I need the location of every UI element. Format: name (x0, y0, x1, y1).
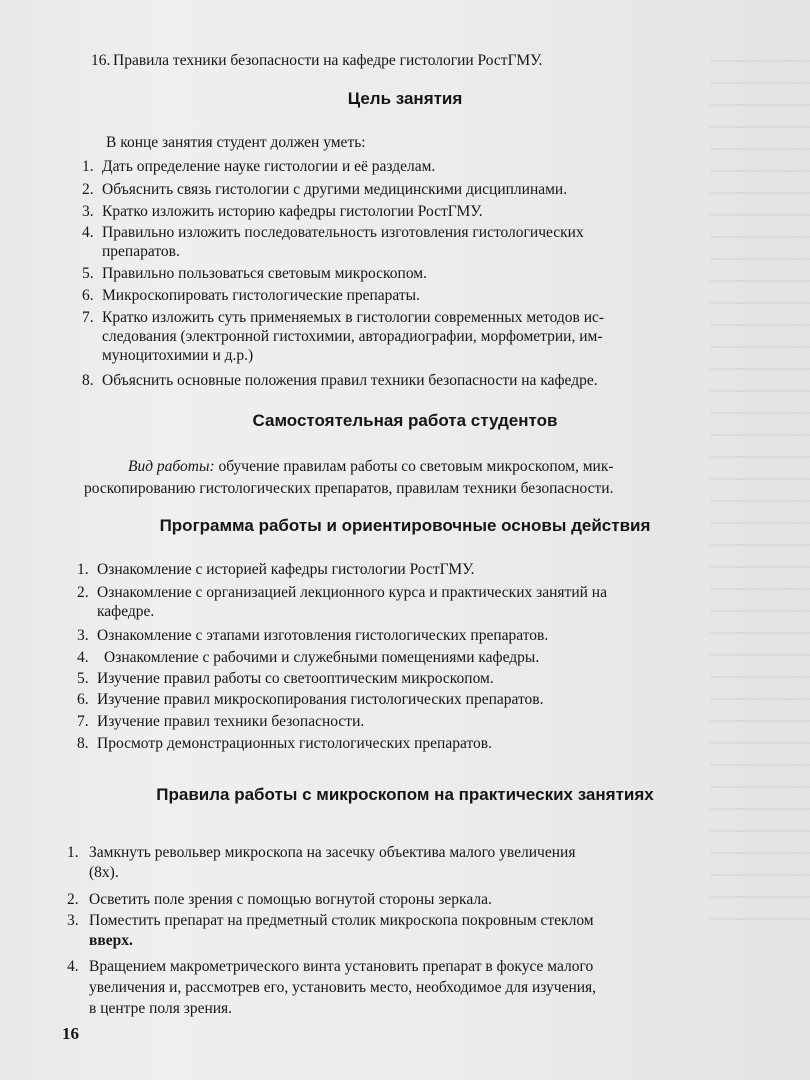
program-item-number: 6. (77, 691, 89, 708)
program-item-text: Ознакомление с этапами изготовления гистологических препаратов. (97, 627, 549, 644)
rules-heading: Правила работы с микроскопом на практических занятиях (156, 785, 654, 804)
goal-item-number: 6. (82, 287, 94, 304)
goal-item-text: Объяснить основные положения правил техники безопасности на кафедре. (102, 372, 598, 389)
program-heading: Программа работы и ориентировочные основы действия (159, 516, 651, 535)
rules-item-text: Осветить поле зрения с помощью вогнутой стороны зеркала. (89, 891, 492, 908)
goal-item-text: Дать определение науке гистологии и её разделам. (102, 158, 436, 175)
goal-item-text: муноцитохимии и д.р.) (102, 347, 254, 364)
goal-item-number: 8. (82, 372, 94, 389)
goal-item-text: Микроскопировать гистологические препараты. (102, 287, 420, 304)
program-item-number: 3. (77, 627, 89, 644)
goal-item-number: 1. (82, 158, 94, 175)
rules-item-bold: вверх. (89, 932, 133, 949)
goal-item-text: следования (электронной гистохимии, авторадиографии, морфометрии, им- (102, 328, 603, 345)
goal-item-text: препаратов. (102, 243, 180, 260)
program-item-number: 4. (77, 649, 89, 666)
item16-text: Правила техники безопасности на кафедре гистологии РостГМУ. (113, 52, 543, 69)
independent-heading: Самостоятельная работа студентов (252, 411, 558, 430)
program-item-text: Просмотр демонстрационных гистологических препаратов. (97, 735, 492, 752)
work-type-label: Вид работы: (128, 458, 215, 475)
program-item-text: Ознакомление с организацией лекционного курса и практических занятий на (97, 584, 607, 601)
goal-item-number: 4. (82, 224, 94, 241)
independent-line1 (128, 457, 614, 477)
goal-item-text: Правильно изложить последовательность изготовления гистологических (102, 224, 584, 241)
program-item-number: 2. (77, 584, 89, 601)
program-item-text: Ознакомление с историей кафедры гистологии РостГМУ. (97, 561, 475, 578)
program-item-text: Изучение правил работы со светооптическим микроскопом. (97, 670, 494, 687)
program-item-number: 1. (77, 561, 89, 578)
program-item-text: Ознакомление с рабочими и служебными помещениями кафедры. (104, 649, 540, 666)
program-item-number: 7. (77, 713, 89, 730)
goal-heading: Цель занятия (347, 89, 463, 108)
rules-item-text: Вращением макрометрического винта установить препарат в фокусе малого (89, 958, 594, 975)
page-number: 16 (62, 1024, 79, 1043)
bleed-through (710, 60, 810, 940)
goal-item-text: Правильно пользоваться световым микроскопом. (102, 265, 427, 282)
program-item-text: Изучение правил техники безопасности. (97, 713, 365, 730)
goal-item-number: 3. (82, 203, 94, 220)
rules-item-text: в центре поля зрения. (89, 1000, 233, 1017)
goal-intro: В конце занятия студент должен уметь: (106, 134, 366, 151)
goal-item-text: Кратко изложить суть применяемых в гистологии современных методов ис- (102, 309, 605, 326)
program-item-text: Изучение правил микроскопирования гистологических препаратов. (97, 691, 544, 708)
rules-item-text: Замкнуть револьвер микроскопа на засечку объектива малого увеличения (89, 844, 576, 861)
rules-item-text: увеличения и, рассмотрев его, установить место, необходимое для изучения, (89, 979, 597, 996)
program-item-number: 5. (77, 670, 89, 687)
goal-item-number: 2. (82, 181, 94, 198)
goal-item-number: 5. (82, 265, 94, 282)
rules-item-number: 3. (67, 912, 79, 929)
rules-item-text: Поместить препарат на предметный столик микроскопа покровным стеклом (89, 912, 594, 929)
goal-item-text: Объяснить связь гистологии с другими медицинскими дисциплинами. (102, 181, 568, 198)
item16-number: 16. (91, 52, 111, 69)
rules-item-number: 1. (67, 844, 79, 861)
program-item-number: 8. (77, 735, 89, 752)
work-type-text: обучение правилам работы со световым микроскопом, мик- (214, 458, 614, 475)
independent-line2: роскопированию гистологических препаратов, правилам техники безопасности. (84, 480, 614, 497)
rules-item-number: 4. (67, 958, 79, 975)
rules-item-number: 2. (67, 891, 79, 908)
goal-item-text: Кратко изложить историю кафедры гистологии РостГМУ. (102, 203, 483, 220)
program-item-text: кафедре. (97, 603, 155, 620)
goal-item-number: 7. (82, 309, 94, 326)
rules-item-text: (8х). (89, 864, 119, 881)
